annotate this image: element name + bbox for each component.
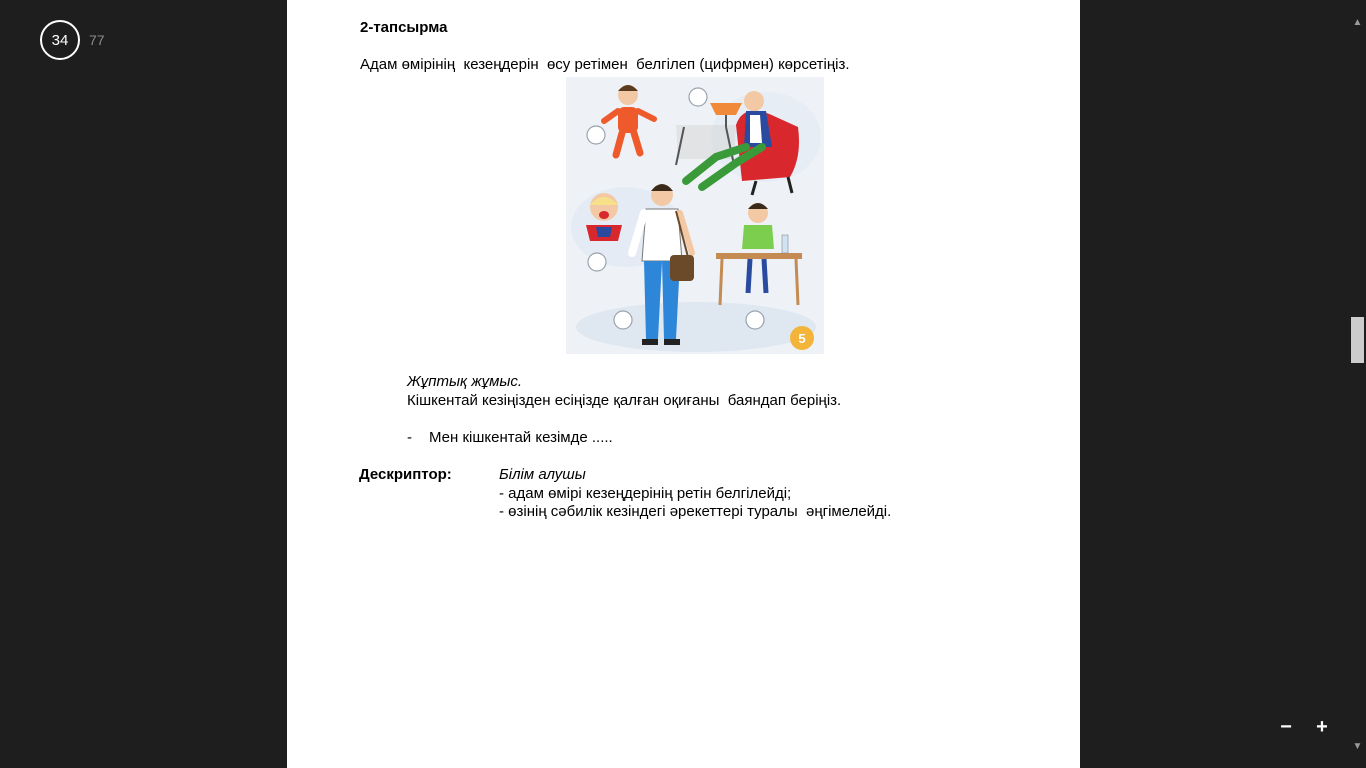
number-circle [588,253,606,271]
page-indicator [40,20,105,60]
zoom-out-button[interactable]: − [1280,715,1292,738]
number-circle [746,311,764,329]
descriptor-item: - адам өмірі кезеңдерінің ретін белгілейді; [499,484,792,502]
vertical-scrollbar[interactable] [1349,0,1366,768]
pair-work-bullet [407,429,613,446]
life-stages-illustration [566,77,824,354]
pair-work-title: Жұптық жұмыс. [407,373,523,390]
descriptor-block [499,466,891,522]
document-page [287,0,1080,768]
total-pages: 77 [89,32,105,48]
page-badge [790,326,814,350]
zoom-controls [1276,716,1332,738]
number-circle [689,88,707,106]
number-circle [614,311,632,329]
bullet-dash: - [407,429,412,446]
number-circle [587,126,605,144]
scroll-down-icon[interactable]: ▼ [1352,741,1363,752]
pair-work-task: Кішкентай кезіңізден есіңізде қалған оқиғаны баяндап беріңіз. [407,392,842,409]
scroll-up-icon[interactable]: ▲ [1352,17,1363,28]
descriptor-item: - өзінің сәбилік кезіндегі әрекеттері туралы әңгімелейді. [499,503,892,520]
zoom-in-button[interactable]: + [1316,715,1328,738]
scroll-thumb[interactable] [1351,317,1364,363]
task-title: 2-тапсырма [360,19,448,36]
task-instruction: Адам өмірінің кезеңдерін өсу ретімен белгілеп (цифрмен) көрсетіңіз. [360,56,850,73]
bullet-text: Мен кішкентай кезімде ..... [429,429,613,446]
descriptor-label: Дескриптор: [359,466,452,483]
page-badge-number: 5 [798,331,806,346]
descriptor-intro: Білім алушы [499,466,586,483]
current-page-number[interactable]: 34 [40,20,80,60]
